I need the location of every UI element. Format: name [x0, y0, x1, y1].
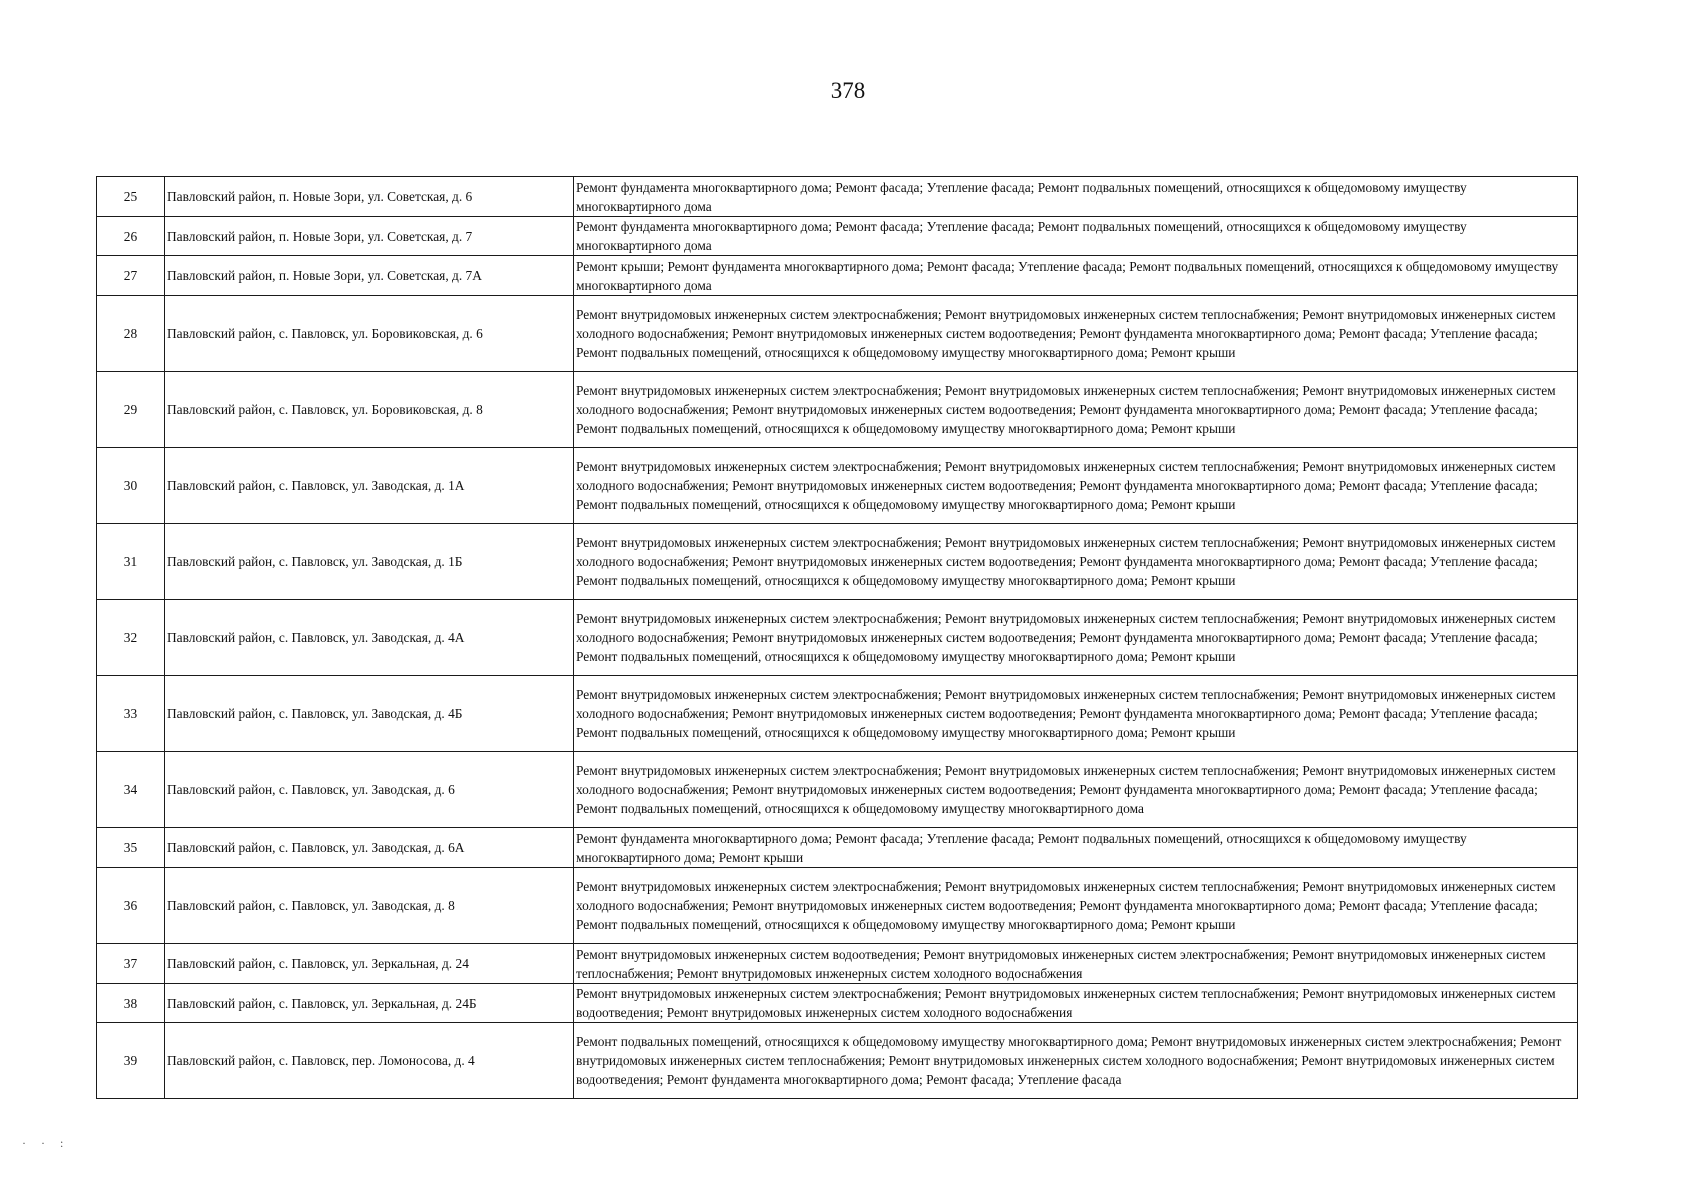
row-address: Павловский район, с. Павловск, ул. Боровиковская, д. 6 [165, 296, 574, 372]
row-address: Павловский район, с. Павловск, ул. Заводская, д. 1Б [165, 524, 574, 600]
row-number: 38 [97, 984, 165, 1023]
row-works: Ремонт внутридомовых инженерных систем водоотведения; Ремонт внутридомовых инженерных систем электроснабжения; Ремонт внутридомовых инженерных систем теплоснабжения; Ремонт внутридомовых инженерных систем холодного водоснабжения [574, 944, 1578, 984]
row-works: Ремонт внутридомовых инженерных систем электроснабжения; Ремонт внутридомовых инженерных систем теплоснабжения; Ремонт внутридомовых инженерных систем холодного водоснабжения; Ремонт внутридомовых инженерных систем водоотведения; Ремонт фундамента многоквартирного дома; Ремонт фасада; Утепление фасада; Ремонт подвальных помещений, относящихся к общедомовому имуществу многоквартирного дома; Ремонт крыши [574, 448, 1578, 524]
table-row [97, 676, 1578, 752]
row-works: Ремонт внутридомовых инженерных систем электроснабжения; Ремонт внутридомовых инженерных систем теплоснабжения; Ремонт внутридомовых инженерных систем холодного водоснабжения; Ремонт внутридомовых инженерных систем водоотведения; Ремонт фундамента многоквартирного дома; Ремонт фасада; Утепление фасада; Ремонт подвальных помещений, относящихся к общедомовому имуществу многоквартирного дома; Ремонт крыши [574, 524, 1578, 600]
row-address: Павловский район, с. Павловск, ул. Заводская, д. 6А [165, 828, 574, 868]
row-works: Ремонт внутридомовых инженерных систем электроснабжения; Ремонт внутридомовых инженерных систем теплоснабжения; Ремонт внутридомовых инженерных систем холодного водоснабжения; Ремонт внутридомовых инженерных систем водоотведения; Ремонт фундамента многоквартирного дома; Ремонт фасада; Утепление фасада; Ремонт подвальных помещений, относящихся к общедомовому имуществу многоквартирного дома; Ремонт крыши [574, 296, 1578, 372]
row-works: Ремонт фундамента многоквартирного дома; Ремонт фасада; Утепление фасада; Ремонт подвальных помещений, относящихся к общедомовому имуществу многоквартирного дома; Ремонт крыши [574, 828, 1578, 868]
repair-table [96, 176, 1578, 1099]
row-address: Павловский район, с. Павловск, ул. Зеркальная, д. 24Б [165, 984, 574, 1023]
row-number: 25 [97, 177, 165, 217]
row-number: 33 [97, 676, 165, 752]
row-address: Павловский район, п. Новые Зори, ул. Советская, д. 6 [165, 177, 574, 217]
row-address: Павловский район, с. Павловск, ул. Заводская, д. 4А [165, 600, 574, 676]
row-works: Ремонт подвальных помещений, относящихся к общедомовому имуществу многоквартирного дома; Ремонт внутридомовых инженерных систем электроснабжения; Ремонт внутридомовых инженерных систем теплоснабжения; Ремонт внутридомовых инженерных систем холодного водоснабжения; Ремонт внутридомовых инженерных систем водоотведения; Ремонт фундамента многоквартирного дома; Ремонт фасада; Утепление фасада [574, 1023, 1578, 1099]
row-address: Павловский район, п. Новые Зори, ул. Советская, д. 7А [165, 256, 574, 296]
row-works: Ремонт внутридомовых инженерных систем электроснабжения; Ремонт внутридомовых инженерных систем теплоснабжения; Ремонт внутридомовых инженерных систем холодного водоснабжения; Ремонт внутридомовых инженерных систем водоотведения; Ремонт фундамента многоквартирного дома; Ремонт фасада; Утепление фасада; Ремонт подвальных помещений, относящихся к общедомовому имуществу многоквартирного дома; Ремонт крыши [574, 868, 1578, 944]
table-row [97, 984, 1578, 1023]
table-row [97, 600, 1578, 676]
row-works: Ремонт внутридомовых инженерных систем электроснабжения; Ремонт внутридомовых инженерных систем теплоснабжения; Ремонт внутридомовых инженерных систем водоотведения; Ремонт внутридомовых инженерных систем холодного водоснабжения [574, 984, 1578, 1023]
row-number: 36 [97, 868, 165, 944]
row-address: Павловский район, с. Павловск, ул. Боровиковская, д. 8 [165, 372, 574, 448]
row-address: Павловский район, с. Павловск, ул. Заводская, д. 8 [165, 868, 574, 944]
row-number: 34 [97, 752, 165, 828]
table-row [97, 372, 1578, 448]
table-row [97, 177, 1578, 217]
row-number: 26 [97, 217, 165, 256]
row-address: Павловский район, с. Павловск, ул. Заводская, д. 4Б [165, 676, 574, 752]
row-number: 37 [97, 944, 165, 984]
scan-marks: · · : [22, 1136, 70, 1150]
repair-register-table [96, 176, 1578, 1099]
table-row [97, 944, 1578, 984]
row-address: Павловский район, с. Павловск, ул. Зеркальная, д. 24 [165, 944, 574, 984]
row-works: Ремонт крыши; Ремонт фундамента многоквартирного дома; Ремонт фасада; Утепление фасада; Ремонт подвальных помещений, относящихся к общедомовому имуществу многоквартирного дома [574, 256, 1578, 296]
row-number: 29 [97, 372, 165, 448]
row-number: 39 [97, 1023, 165, 1099]
table-row [97, 256, 1578, 296]
row-number: 27 [97, 256, 165, 296]
table-row [97, 828, 1578, 868]
table-row [97, 868, 1578, 944]
table-row [97, 448, 1578, 524]
table-row [97, 1023, 1578, 1099]
row-address: Павловский район, с. Павловск, пер. Ломоносова, д. 4 [165, 1023, 574, 1099]
row-works: Ремонт внутридомовых инженерных систем электроснабжения; Ремонт внутридомовых инженерных систем теплоснабжения; Ремонт внутридомовых инженерных систем холодного водоснабжения; Ремонт внутридомовых инженерных систем водоотведения; Ремонт фундамента многоквартирного дома; Ремонт фасада; Утепление фасада; Ремонт подвальных помещений, относящихся к общедомовому имуществу многоквартирного дома; Ремонт крыши [574, 600, 1578, 676]
row-number: 31 [97, 524, 165, 600]
row-address: Павловский район, с. Павловск, ул. Заводская, д. 1А [165, 448, 574, 524]
row-works: Ремонт фундамента многоквартирного дома; Ремонт фасада; Утепление фасада; Ремонт подвальных помещений, относящихся к общедомовому имуществу многоквартирного дома [574, 217, 1578, 256]
table-row [97, 524, 1578, 600]
table-row [97, 296, 1578, 372]
row-works: Ремонт внутридомовых инженерных систем электроснабжения; Ремонт внутридомовых инженерных систем теплоснабжения; Ремонт внутридомовых инженерных систем холодного водоснабжения; Ремонт внутридомовых инженерных систем водоотведения; Ремонт фундамента многоквартирного дома; Ремонт фасада; Утепление фасада; Ремонт подвальных помещений, относящихся к общедомовому имуществу многоквартирного дома [574, 752, 1578, 828]
row-address: Павловский район, с. Павловск, ул. Заводская, д. 6 [165, 752, 574, 828]
row-number: 30 [97, 448, 165, 524]
row-number: 28 [97, 296, 165, 372]
row-works: Ремонт внутридомовых инженерных систем электроснабжения; Ремонт внутридомовых инженерных систем теплоснабжения; Ремонт внутридомовых инженерных систем холодного водоснабжения; Ремонт внутридомовых инженерных систем водоотведения; Ремонт фундамента многоквартирного дома; Ремонт фасада; Утепление фасада; Ремонт подвальных помещений, относящихся к общедомовому имуществу многоквартирного дома; Ремонт крыши [574, 676, 1578, 752]
row-number: 32 [97, 600, 165, 676]
table-row [97, 752, 1578, 828]
row-works: Ремонт внутридомовых инженерных систем электроснабжения; Ремонт внутридомовых инженерных систем теплоснабжения; Ремонт внутридомовых инженерных систем холодного водоснабжения; Ремонт внутридомовых инженерных систем водоотведения; Ремонт фундамента многоквартирного дома; Ремонт фасада; Утепление фасада; Ремонт подвальных помещений, относящихся к общедомовому имуществу многоквартирного дома; Ремонт крыши [574, 372, 1578, 448]
row-address: Павловский район, п. Новые Зори, ул. Советская, д. 7 [165, 217, 574, 256]
page-number: 378 [830, 78, 866, 103]
table-row [97, 217, 1578, 256]
row-number: 35 [97, 828, 165, 868]
row-works: Ремонт фундамента многоквартирного дома; Ремонт фасада; Утепление фасада; Ремонт подвальных помещений, относящихся к общедомовому имуществу многоквартирного дома [574, 177, 1578, 217]
